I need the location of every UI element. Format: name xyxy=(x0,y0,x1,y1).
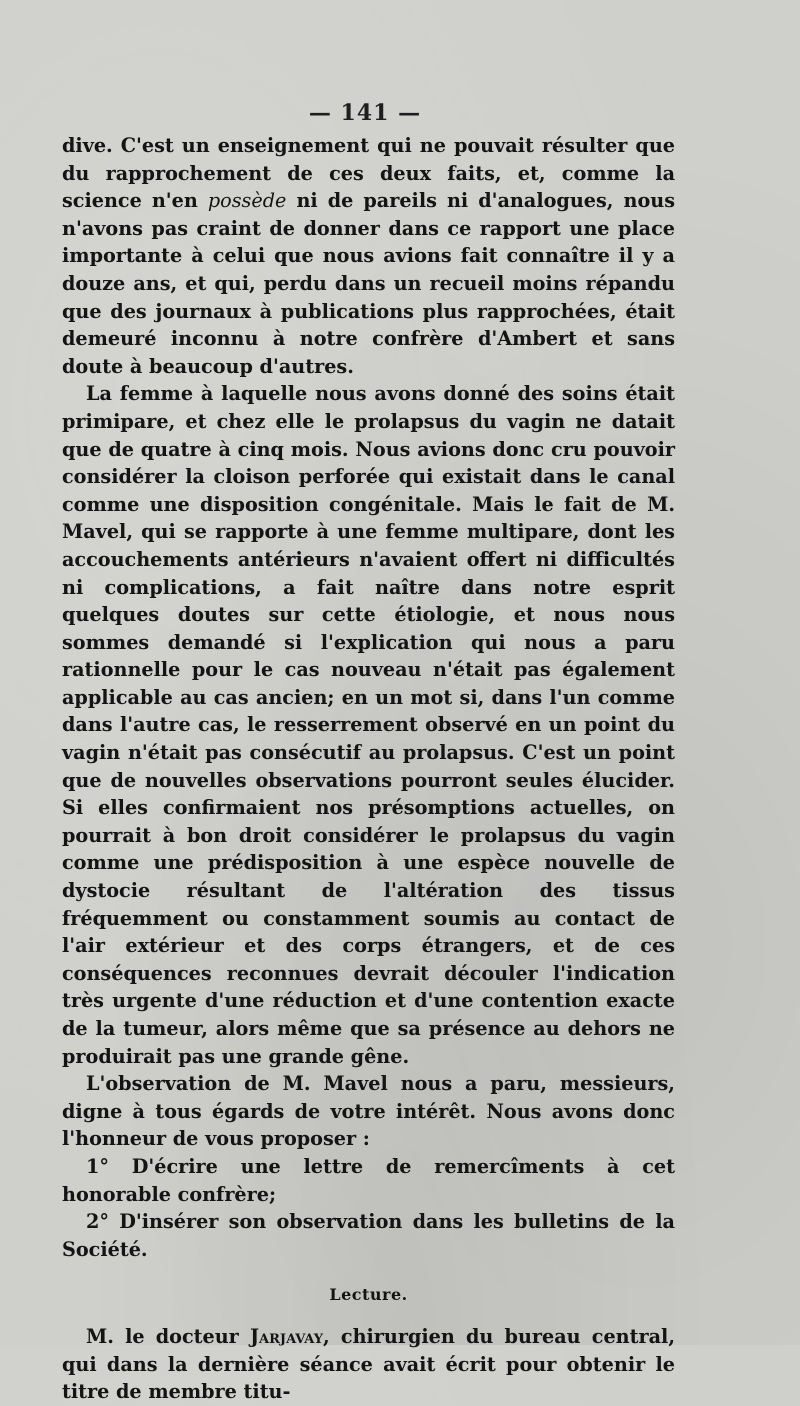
paragraph-1-text-1: dive. C'est un enseignement qui ne pouvait résulter que du rapprochement de ces deux faits, et, comme la science n'en xyxy=(62,134,675,213)
body-text xyxy=(62,132,675,1406)
paragraph-1-italic-word: possède xyxy=(207,189,287,213)
paragraph-4 xyxy=(62,1153,675,1208)
paragraph-3 xyxy=(62,1070,675,1153)
paragraph-3-text: L'observation de M. Mavel nous a paru, messieurs, digne à tous égards de votre intérêt. Nous avons donc l'honneur de vous proposer : xyxy=(62,1072,675,1151)
page-number: — 141 — xyxy=(308,100,422,126)
paragraph-5 xyxy=(62,1208,675,1263)
paragraph-6-prefix: M. le docteur xyxy=(86,1324,250,1348)
paragraph-2 xyxy=(62,380,675,1070)
paragraph-6 xyxy=(62,1323,675,1406)
paragraph-1 xyxy=(62,132,675,380)
author-name: Jarjavay xyxy=(249,1324,324,1348)
paragraph-5-text: 2° D'insérer son observation dans les bulletins de la Société. xyxy=(62,1210,675,1261)
paragraph-1-text-2: ni de pareils ni d'analogues, nous n'avons pas craint de donner dans ce rapport une place importante à celui que nous avions fait connaître il y a douze ans, et qui, perdu dans un recueil moins répandu que des journaux à publications plus rapprochées, était demeuré inconnu à notre confrère d'Ambert et sans doute à beaucoup d'autres. xyxy=(62,189,675,378)
paragraph-6-text: , chirurgien du bureau central, qui dans la dernière séance avait écrit pour obtenir le titre de membre titu- xyxy=(62,1324,675,1404)
section-heading: Lecture. xyxy=(329,1285,408,1305)
paragraph-2-text: La femme à laquelle nous avons donné des soins était primipare, et chez elle le prolapsus du vagin ne datait que de quatre à cinq mois. Nous avions donc cru pouvoir considérer la cloison perforée qui existait dans le canal comme une disposition congénitale. Mais le fait de M. Mavel, qui se rapporte à une femme multipare, dont les accouchements antérieurs n'avaient offert ni difficultés ni complications, a fait naître dans notre esprit quelques doutes sur cette étiologie, et nous nous sommes demandé si l'explication qui nous a paru rationnelle pour le cas nouveau n'était pas également applicable au cas ancien; en un mot si, dans l'un comme dans l'autre cas, le resserrement observé en un point du vagin n'était pas consécutif au prolapsus. C'est un point que de nouvelles observations pourront seules élucider. Si elles confirmaient nos présomptions actuelles, on pourrait à bon droit considérer le prolapsus du vagin comme une prédisposition à une espèce nouvelle de dystocie résultant de l'altération des tissus fréquemment ou constamment soumis au contact de l'air extérieur et des corps étrangers, et de ces conséquences reconnues devrait découler l'indication très urgente d'une réduction et d'une contention exacte de la tumeur, alors même que sa présence au dehors ne produirait pas une grande gêne. xyxy=(62,382,675,1068)
paragraph-4-text: 1° D'écrire une lettre de remercîments à cet honorable confrère; xyxy=(62,1154,675,1206)
